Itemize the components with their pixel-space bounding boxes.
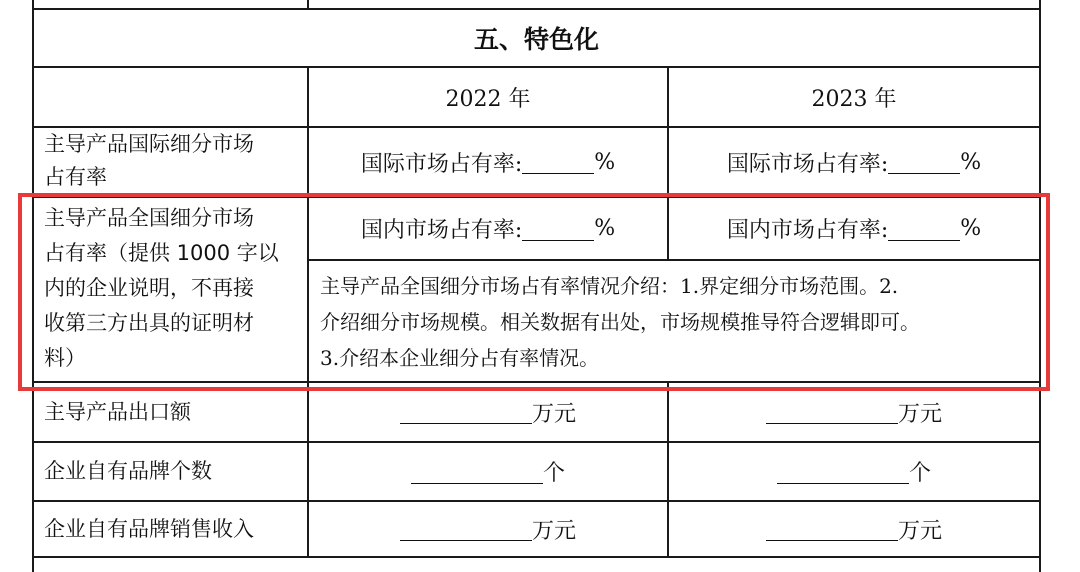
unit-label: 万元 — [531, 401, 576, 427]
field-international-2023[interactable] — [669, 128, 1039, 196]
field-brand-count-2023[interactable] — [669, 443, 1039, 500]
input-blank[interactable] — [400, 400, 532, 424]
percent-unit: % — [960, 216, 982, 241]
label-line: 内的企业说明，不再接 — [44, 276, 254, 300]
percent-unit: % — [960, 149, 982, 175]
input-blank[interactable] — [522, 150, 594, 174]
label-line: 占有率（提供 1000 字以 — [44, 241, 279, 265]
label-line: 收第三方出具的证明材 — [44, 311, 254, 335]
field-label: 国际市场占有率: — [360, 151, 523, 177]
field-label: 国内市场占有率: — [726, 218, 889, 243]
field-export-2023[interactable] — [669, 383, 1039, 441]
field-label: 国内市场占有率: — [360, 218, 523, 243]
unit-label: 个 — [542, 461, 565, 486]
field-label: 国际市场占有率: — [726, 151, 889, 177]
unit-label: 万元 — [897, 401, 942, 427]
unit-label: 万元 — [531, 518, 576, 544]
field-brand-sales-2023[interactable] — [669, 502, 1039, 556]
input-blank[interactable] — [400, 517, 532, 541]
label-line: 占有率 — [44, 165, 107, 189]
row-divider — [32, 556, 1041, 558]
row-label-brand-sales: 企业自有品牌销售收入 — [44, 516, 254, 541]
label-line: 主导产品全国细分市场 — [44, 206, 254, 230]
header-2022: 2022 年 — [445, 86, 531, 112]
note-line: 主导产品全国细分市场占有率情况介绍：1.界定细分市场范围。2. — [320, 274, 899, 298]
header-2023: 2023 年 — [811, 86, 897, 112]
percent-unit: % — [594, 149, 616, 175]
highlight-box — [18, 193, 1050, 391]
unit-label: 个 — [908, 461, 931, 486]
input-blank[interactable] — [411, 459, 543, 483]
input-blank[interactable] — [766, 517, 898, 541]
row-label-international — [44, 128, 306, 194]
field-brand-count-2022[interactable] — [309, 443, 667, 500]
percent-unit: % — [594, 216, 616, 241]
label-line: 主导产品国际细分市场 — [44, 132, 254, 156]
input-blank[interactable] — [888, 150, 960, 174]
field-brand-sales-2022[interactable] — [309, 502, 667, 556]
input-blank[interactable] — [777, 459, 909, 483]
note-line: 介绍细分市场规模。相关数据有出处，市场规模推导符合逻辑即可。 — [320, 310, 920, 334]
row-label-export: 主导产品出口额 — [44, 399, 191, 424]
field-export-2022[interactable] — [309, 383, 667, 441]
unit-label: 万元 — [897, 518, 942, 544]
section-title: 五、特色化 — [473, 25, 599, 54]
row-label-brand-count: 企业自有品牌个数 — [44, 459, 212, 483]
note-line: 3.介绍本企业细分占有率情况。 — [320, 346, 600, 370]
input-blank[interactable] — [766, 400, 898, 424]
label-line: 料） — [44, 346, 86, 370]
field-international-2022[interactable] — [309, 128, 667, 196]
